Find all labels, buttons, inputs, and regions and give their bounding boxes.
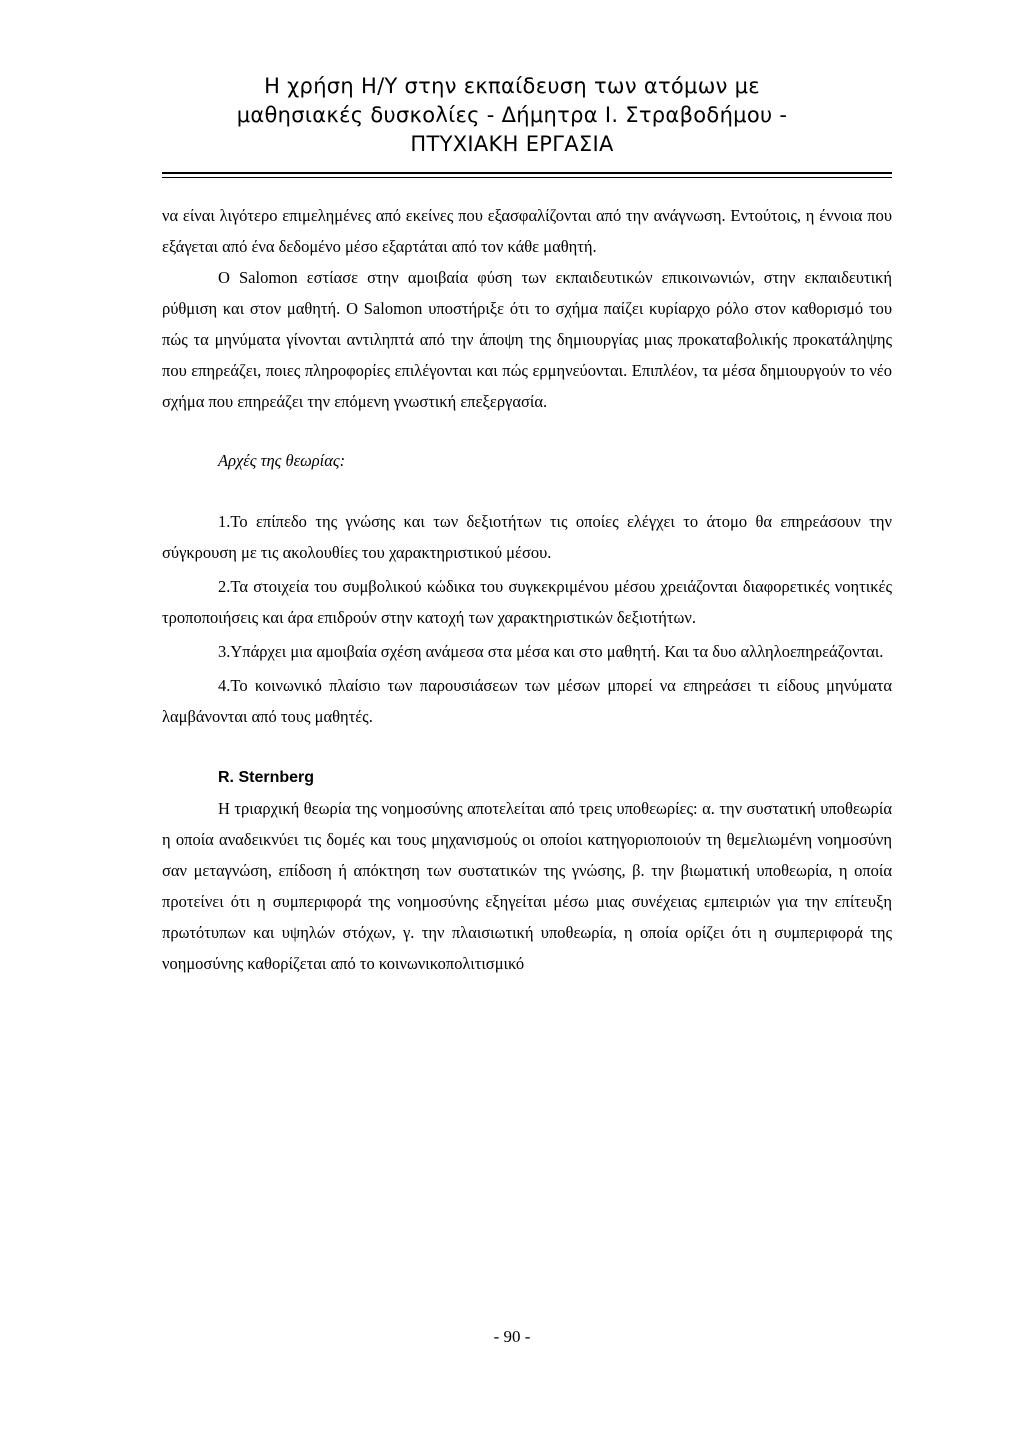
header-rule-thick — [162, 172, 892, 174]
header-rule-thin — [162, 177, 892, 178]
paragraph-salomon: Ο Salomon εστίασε στην αμοιβαία φύση των εκπαιδευτικών επικοινωνιών, στην εκπαιδευτική ρύθμιση και στον μαθητή. Ο Salomon υποστήριξε ότι το σχήμα παίζει κυρίαρχο ρόλο στον καθορισμό του πώς τα μηνύματα γίνονται αντιληπτά από την άποψη της δημιουργίας μιας προκαταβολικής προκατάληψης που επηρεάζει, ποιες πληροφορίες επιλέγονται και πώς ερμηνεύονται. Επιπλέον, τα μέσα δημιουργούν το νέο σχήμα που επηρεάζει την επόμενη γνωστική επεξεργασία. — [162, 268, 892, 411]
principle-item-1: 1.Το επίπεδο της γνώσης και των δεξιοτήτων τις οποίες ελέγχει το άτομο θα επηρεάσουν την σύγκρουση με τις ακολουθίες του χαρακτηριστικού μέσου. — [162, 512, 892, 562]
header-title-line-1: Η χρήση Η/Υ στην εκπαίδευση των ατόμων με — [264, 74, 760, 98]
paragraph-continuation: να είναι λιγότερο επιμελημένες από εκείνες που εξασφαλίζονται από την ανάγνωση. Εντούτοις, η έννοια που εξάγεται από ένα δεδομένο μέσο εξαρτάται από τον κάθε μαθητή. — [162, 206, 892, 256]
principle-item-2: 2.Τα στοιχεία του συμβολικού κώδικα του συγκεκριμένου μέσου χρειάζονται διαφορετικές νοητικές τροποποιήσεις και άρα επιδρούν στην κατοχή των χαρακτηριστικών δεξιοτήτων. — [162, 577, 892, 627]
paragraph-triarchic-theory: Η τριαρχική θεωρία της νοημοσύνης αποτελείται από τρεις υποθεωρίες: α. την συστατική υποθεωρία η οποία αναδεικνύει τις δομές και τους μηχανισμούς οι οποίοι κατηγοριοποιούν τη θεμελιωμένη νοημοσύνη σαν μεταγνώση, επίδοση ή απόκτηση των συστατικών της γνώσης, β. την βιωματική υποθεωρία, η οποία προτείνει ότι η συμπεριφορά της νοημοσύνης εξηγείται μέσω μιας συνέχειας εμπειριών για την επίτευξη πρωτότυπων και υψηλών στόχων, γ. την πλαισιωτική υποθεωρία, η οποία ορίζει ότι η συμπεριφορά της νοημοσύνης καθορίζεται από το κοινωνικοπολιτισμικό — [162, 799, 892, 973]
running-header — [0, 72, 1024, 159]
section-heading-sternberg: R. Sternberg — [218, 769, 315, 786]
principle-item-3: 3.Υπάρχει μια αμοιβαία σχέση ανάμεσα στα μέσα και στο μαθητή. Και τα δυο αλληλοεπηρεάζονται. — [218, 642, 884, 661]
body-text — [162, 200, 892, 979]
header-title-line-2: μαθησιακές δυσκολίες - Δήμητρα Ι. Στραβοδήμου - — [236, 103, 788, 127]
header-title-line-3: ΠΤΥΧΙΑΚΗ ΕΡΓΑΣΙΑ — [410, 132, 614, 156]
principle-item-4: 4.Το κοινωνικό πλαίσιο των παρουσιάσεων των μέσων μπορεί να επηρεάσει τι είδους μηνύματα λαμβάνονται από τους μαθητές. — [162, 676, 892, 726]
page-number: - 90 - — [493, 1327, 531, 1346]
principles-heading: Αρχές της θεωρίας: — [218, 451, 346, 470]
